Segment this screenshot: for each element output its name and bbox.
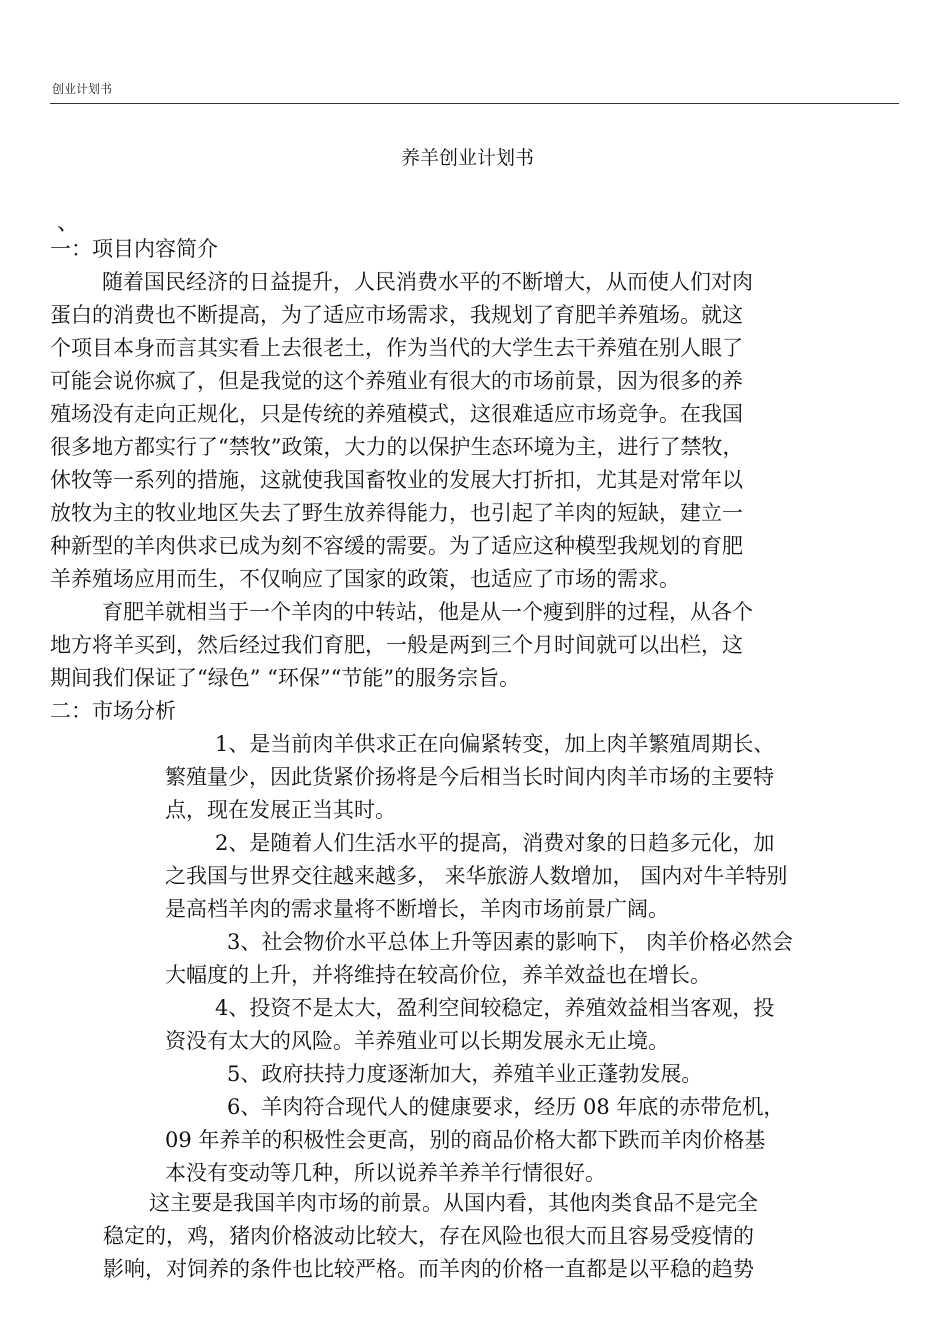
text-line: 蛋白的消费也不断提高，为了适应市场需求，我规划了育肥羊养殖场。就这 [50,303,743,327]
stray-punctuation-mark: 、 [57,211,80,236]
text-line: 之我国与世界交往越来越多， 来华旅游人数增加， 国内对牛羊特别 [165,864,788,888]
text-line: 1、是当前肉羊供求正在向偏紧转变，加上肉羊繁殖周期长、 [215,732,775,756]
text-line: 本没有变动等几种，所以说养羊养羊行情很好。 [165,1161,606,1185]
text-line: 地方将羊买到，然后经过我们育肥，一般是两到三个月时间就可以出栏，这 [50,633,743,657]
text-line: 羊养殖场应用而生，不仅响应了国家的政策，也适应了市场的需求。 [50,567,680,591]
running-header-title: 创业计划书 [52,82,113,96]
text-line: 资没有太大的风险。羊养殖业可以长期发展永无止境。 [165,1029,669,1053]
market-item-2 [165,827,787,926]
text-line: 点，现在发展正当其时。 [165,798,396,822]
text-line: 稳定的，鸡，猪肉价格波动比较大，存在风险也很大而且容易受疫情的 [103,1224,754,1248]
market-item-5 [165,1058,702,1091]
text-line: 影响，对饲养的条件也比较严格。而羊肉的价格一直都是以平稳的趋势 [103,1257,754,1281]
text-line: 6、羊肉符合现代人的健康要求，经历 08 年底的赤带危机， [227,1095,785,1119]
market-closing-paragraph [103,1187,758,1286]
header-divider [50,103,899,104]
text-line: 09 年养羊的积极性会更高，别的商品价格大都下跌而羊肉价格基 [165,1128,766,1152]
text-line: 种新型的羊肉供求已成为刻不容缓的需要。为了适应这种模型我规划的育肥 [50,534,743,558]
text-line: 3、社会物价水平总体上升等因素的影响下， 肉羊价格必然会 [227,930,794,954]
text-line: 是高档羊肉的需求量将不断增长，羊肉市场前景广阔。 [165,897,669,921]
text-line: 5、政府扶持力度逐渐加大，养殖羊业正蓬勃发展。 [227,1062,703,1086]
text-line: 大幅度的上升，并将维持在较高价位，养羊效益也在增长。 [165,963,711,987]
text-line: 这主要是我国羊肉市场的前景。从国内看，其他肉类食品不是完全 [149,1191,758,1215]
document-title: 养羊创业计划书 [400,147,534,169]
market-item-1 [165,728,774,827]
market-item-3 [165,926,793,992]
text-line: 可能会说你疯了，但是我觉的这个养殖业有很大的市场前景，因为很多的养 [50,369,743,393]
text-line: 随着国民经济的日益提升，人民消费水平的不断增大，从而使人们对肉 [102,270,753,294]
intro-paragraph-2 [50,596,753,695]
text-line: 繁殖量少，因此货紧价扬将是今后相当长时间内肉羊市场的主要特 [165,765,774,789]
text-line: 很多地方都实行了“禁牧”政策，大力的以保护生态环境为主，进行了禁牧， [50,435,744,459]
text-line: 4、投资不是太大，盈利空间较稳定，养殖效益相当客观，投 [215,996,775,1020]
market-item-6 [165,1091,784,1190]
section-heading-market: 二：市场分析 [50,699,176,723]
text-line: 期间我们保证了“绿色” “环保”“节能”的服务宗旨。 [50,666,521,690]
text-line: 殖场没有走向正规化，只是传统的养殖模式，这很难适应市场竞争。在我国 [50,402,743,426]
text-line: 休牧等一系列的措施，这就使我国畜牧业的发展大打折扣，尤其是对常年以 [50,468,743,492]
text-line: 育肥羊就相当于一个羊肉的中转站，他是从一个瘦到胖的过程，从各个 [102,600,753,624]
text-line: 2、是随着人们生活水平的提高，消费对象的日趋多元化，加 [215,831,775,855]
market-item-4 [165,992,774,1058]
text-line: 个项目本身而言其实看上去很老土，作为当代的大学生去干养殖在别人眼了 [50,336,743,360]
intro-paragraph-1 [50,266,753,596]
text-line: 放牧为主的牧业地区失去了野生放养得能力，也引起了羊肉的短缺，建立一 [50,501,743,525]
section-heading-intro: 一：项目内容简介 [50,237,218,261]
